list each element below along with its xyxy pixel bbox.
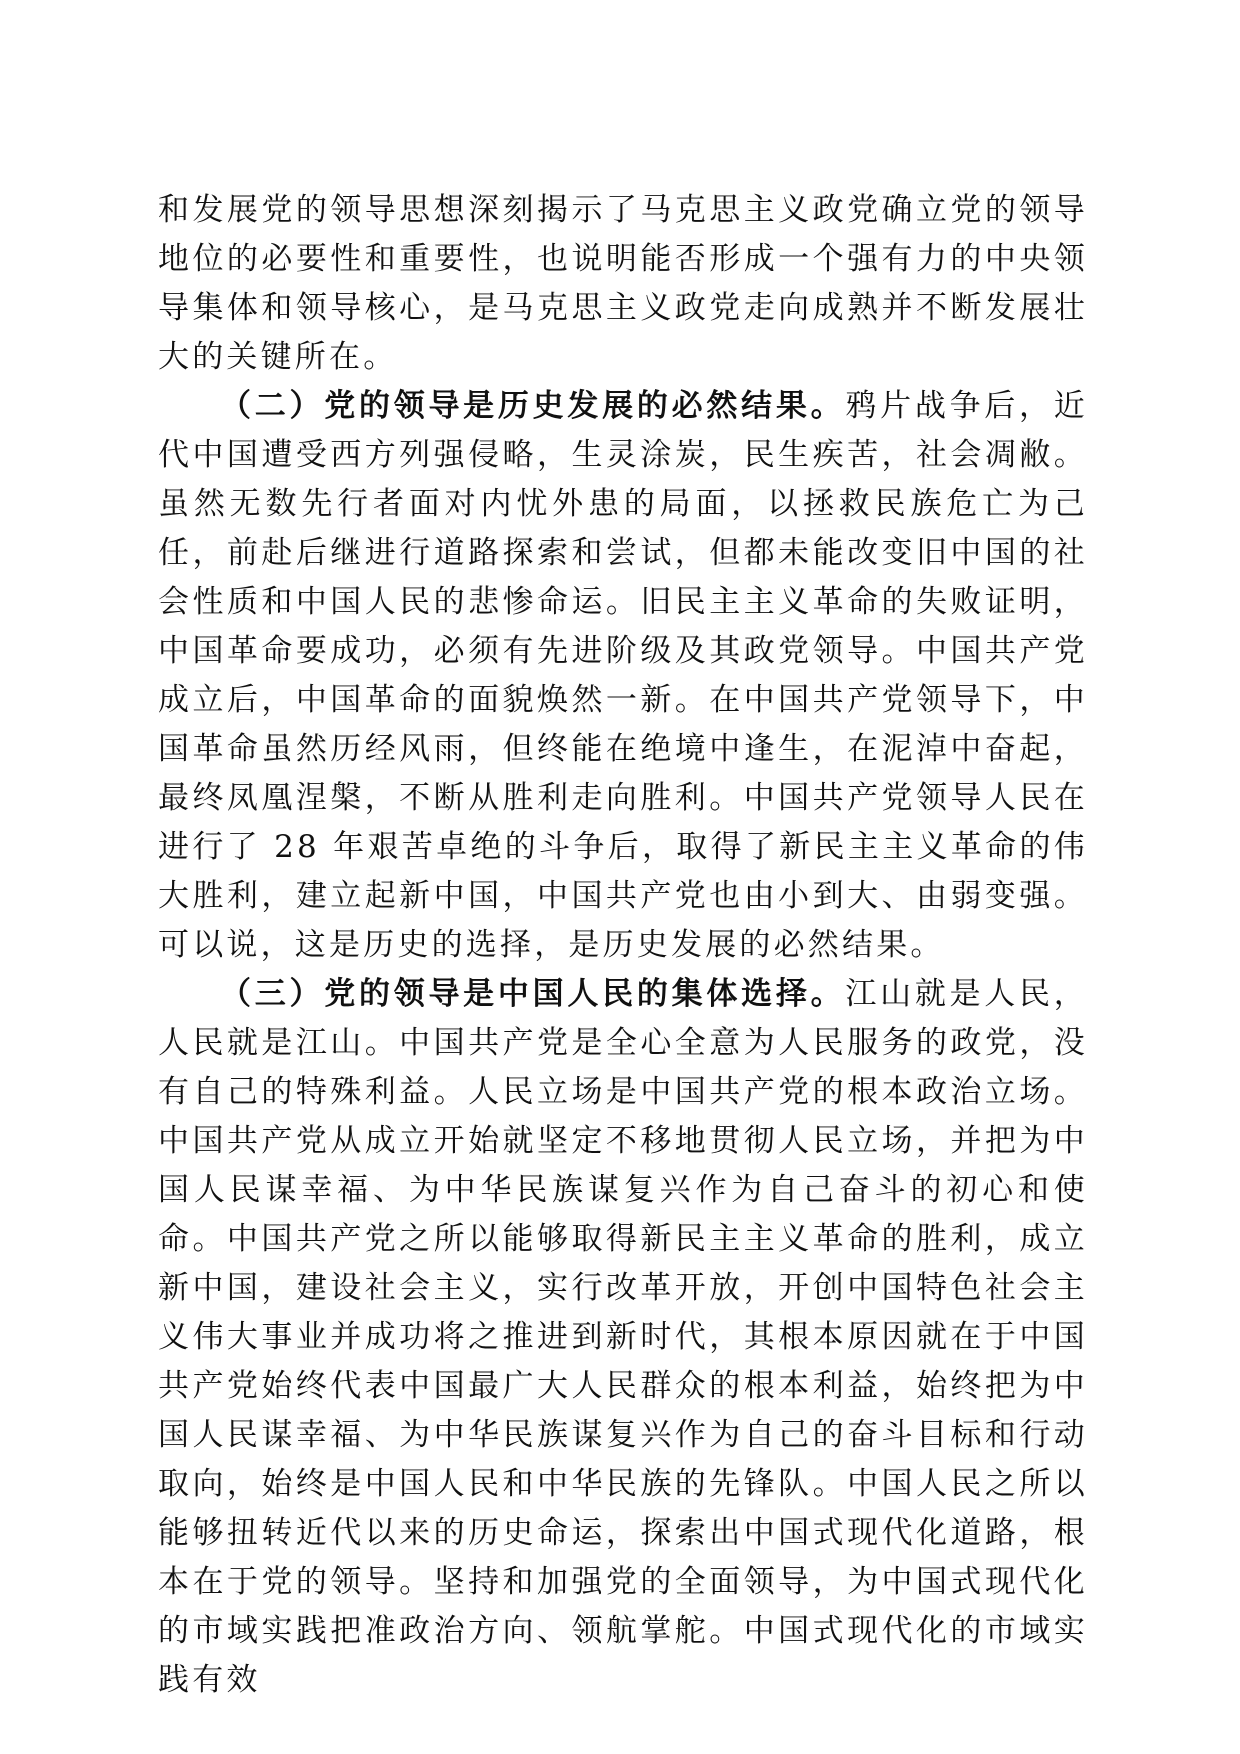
paragraph-body: 鸦片战争后，近代中国遭受西方列强侵略，生灵涂炭，民生疾苦，社会凋敝。虽然无数先行者面对内忧外患的局面，以拯救民族危亡为己任，前赴后继进行道路探索和尝试，但都未能改变旧中国的社会性质和中国人民的悲惨命运。旧民主主义革命的失败证明，中国革命要成功，必须有先进阶级及其政党领导。中国共产党成立后，中国革命的面貌焕然一新。在中国共产党领导下，中国革命虽然历经风雨，但终能在绝境中逢生，在泥淖中奋起，最终凤凰涅槃，不断从胜利走向胜利。中国共产党领导人民在进行了 28 年艰苦卓绝的斗争后，取得了新民主主义革命的伟大胜利，建立起新中国，中国共产党也由小到大、由弱变强。可以说，这是历史的选择，是历史发展的必然结果。 xyxy=(158,388,1088,963)
paragraph-lead: （三）党的领导是中国人民的集体选择。 xyxy=(220,976,846,1012)
paragraph-section-two xyxy=(158,382,1088,970)
paragraph-body: 和发展党的领导思想深刻揭示了马克思主义政党确立党的领导地位的必要性和重要性，也说明能否形成一个强有力的中央领导集体和领导核心，是马克思主义政党走向成熟并不断发展壮大的关键所在。 xyxy=(158,192,1088,375)
paragraph-body: 江山就是人民，人民就是江山。中国共产党是全心全意为人民服务的政党，没有自己的特殊利益。人民立场是中国共产党的根本政治立场。中国共产党从成立开始就坚定不移地贯彻人民立场，并把为中国人民谋幸福、为中华民族谋复兴作为自己奋斗的初心和使命。中国共产党之所以能够取得新民主主义革命的胜利，成立新中国，建设社会主义，实行改革开放，开创中国特色社会主义伟大事业并成功将之推进到新时代，其根本原因就在于中国共产党始终代表中国最广大人民群众的根本利益，始终把为中国人民谋幸福、为中华民族谋复兴作为自己的奋斗目标和行动取向，始终是中国人民和中华民族的先锋队。中国人民之所以能够扭转近代以来的历史命运，探索出中国式现代化道路，根本在于党的领导。坚持和加强党的全面领导，为中国式现代化的市域实践把准政治方向、领航掌舵。中国式现代化的市域实践有效 xyxy=(158,976,1088,1698)
paragraph-lead: （二）党的领导是历史发展的必然结果。 xyxy=(220,388,846,424)
paragraph-continuation xyxy=(158,186,1088,382)
paragraph-section-three xyxy=(158,970,1088,1705)
document-page xyxy=(158,186,1088,1705)
